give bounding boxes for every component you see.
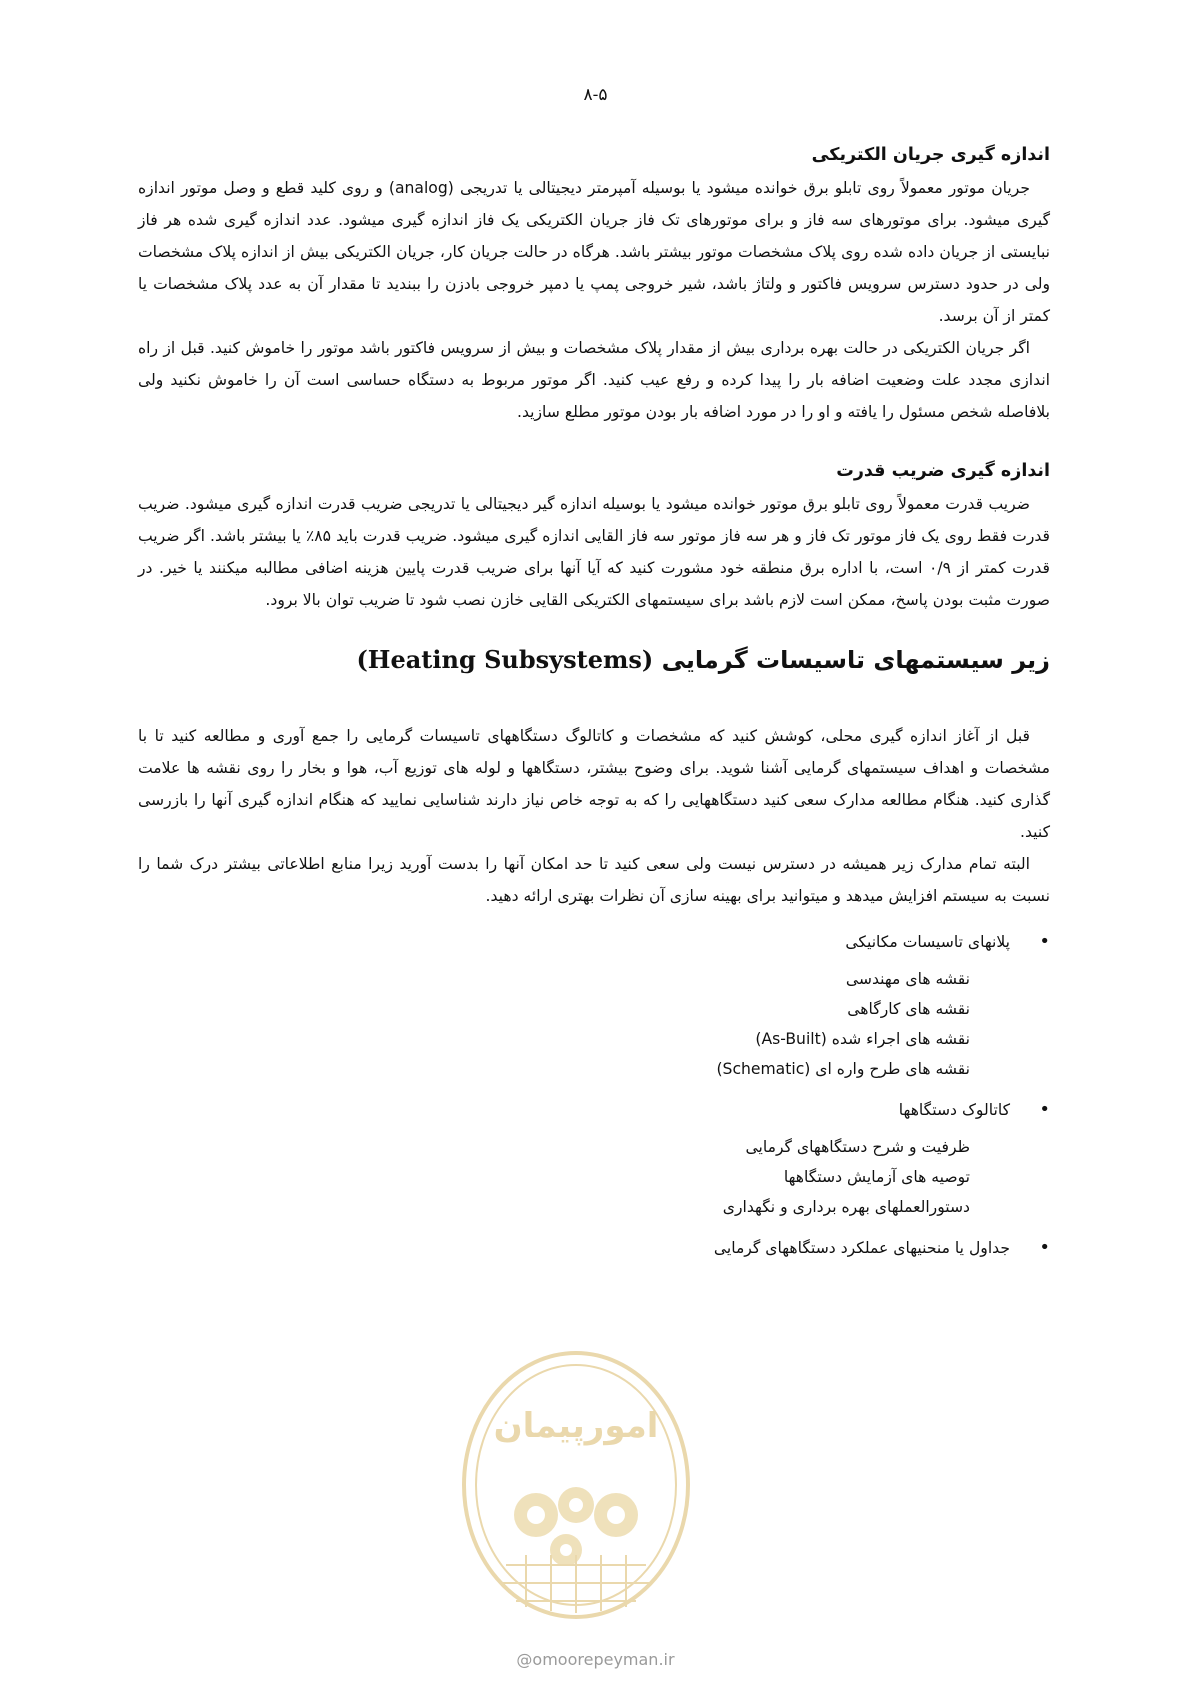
- bullet-icon: •: [1039, 1099, 1050, 1120]
- page-number: ۸-۵: [583, 85, 608, 105]
- heating-title-en: (Heating Subsystems): [356, 645, 654, 674]
- list-item-label: جداول یا منحنیهای عملکرد دستگاههای گرمایی: [713, 1239, 1010, 1257]
- list-item-label: پلانهای تاسیسات مکانیکی: [845, 933, 1010, 951]
- list-item: [138, 926, 1050, 1084]
- sub-list: [138, 1132, 1010, 1222]
- stamp-text: امورپیمان: [493, 1406, 659, 1446]
- paragraph: البته تمام مدارک زیر همیشه در دسترس نیست ولی سعی کنید تا حد امکان آنها را بدست آورید زیرا منابع اطلاعاتی بیشتر درک شما را نسبت به سیستم افزایش میدهد و میتوانید برای بهینه سازی آن نظرات بهتری ارائه دهید.: [138, 855, 1050, 905]
- paragraph: جریان موتور معمولاً روی تابلو برق خوانده میشود یا بوسیله آمپرمتر دیجیتالی یا تدریجی (analog) و روی کلید قطع و وصل موتور اندازه گیری میشود. برای موتورهای سه فاز و برای موتورهای تک فاز جریان الکتریکی یک فاز اندازه گیری میشود. عدد اندازه گیری شده هر فاز نبایستی از جریان داده شده روی پلاک مشخصات موتور بیشتر باشد. هرگاه در حالت جریان کار، جریان الکتریکی بیش از اندازه پلاک مشخصات ولی در حدود دسترس سرویس فاکتور و ولتاژ باشد، شیر خروجی پمپ یا دمپر خروجی بادزن را ببندید تا مقدار آن به عدد پلاک مشخصات یا کمتر از آن برسد.: [138, 179, 1050, 325]
- paragraph: اگر جریان الکتریکی در حالت بهره برداری بیش از مقدار پلاک مشخصات و بیش از سرویس فاکتور باشد موتور را خاموش کنید. قبل از راه اندازی مجدد علت وضعیت اضافه بار را پیدا کرده و رفع عیب کنید. اگر موتور مربوط به دستگاه حساسی است آن را خاموش نکنید ولی بلافاصله شخص مسئول را یافته و او را در مورد اضافه بار بودن موتور مطلع سازید.: [138, 339, 1050, 421]
- sub-list-item: نقشه های طرح واره ای (Schematic): [716, 1060, 970, 1078]
- page-content: [138, 140, 1050, 1272]
- bullet-icon: •: [1039, 931, 1050, 952]
- section-title-heating: [138, 640, 1050, 680]
- list-item: [138, 1232, 1050, 1264]
- sub-list-item: نقشه های اجراء شده (As-Built): [755, 1030, 970, 1048]
- sub-list-item: توصیه های آزمایش دستگاهها: [783, 1168, 970, 1186]
- paragraph: ضریب قدرت معمولاً روی تابلو برق موتور خوانده میشود یا بوسیله اندازه گیر دیجیتالی یا تدریجی ضریب قدرت اندازه گیری میشود. ضریب قدرت فقط روی یک فاز موتور تک فاز و هر سه فاز موتور سه فاز القایی اندازه گیری میشود. ضریب قدرت باید ۸۵٪ یا بیشتر باشد. اگر ضریب قدرت کمتر از ۰/۹ است، با اداره برق منطقه خود مشورت کنید که آیا آنها برای ضریب قدرت پایین هزینه اضافی مطالبه میکنند یا خیر. در صورت مثبت بودن پاسخ، ممکن است لازم باشد برای سیستمهای الکتریکی القایی خازن نصب شود تا ضریب توان بالا برود.: [138, 495, 1050, 609]
- bullet-icon: •: [1039, 1237, 1050, 1258]
- sub-list-item: ظرفیت و شرح دستگاههای گرمایی: [745, 1138, 970, 1156]
- sub-list: [138, 964, 1010, 1084]
- list-item: [138, 1094, 1050, 1222]
- heating-title-fa: زیر سیستمهای تاسیسات گرمایی: [661, 646, 1050, 674]
- sub-list-item: نقشه های مهندسی: [845, 970, 970, 988]
- stamp-logo-icon: [456, 1345, 696, 1625]
- sub-list-item: دستورالعملهای بهره برداری و نگهداری: [722, 1198, 970, 1216]
- section-title-current: اندازه گیری جریان الکتریکی: [811, 145, 1050, 165]
- paragraph: قبل از آغاز اندازه گیری محلی، کوشش کنید که مشخصات و کاتالوگ دستگاههای تاسیسات گرمایی را جمع آوری و مطالعه کنید تا با مشخصات و اهداف سیستمهای گرمایی آشنا شوید. برای وضوح بیشتر، دستگاهها و لوله های توزیع آب، هوا و بخار را روی نقشه ها علامت گذاری کنید. هنگام مطالعه مدارک سعی کنید دستگاههایی را که به توجه خاص نیاز دارند شناسایی نمایید که هنگام اندازه گیری آنها را بازرسی کنید.: [138, 727, 1050, 841]
- documents-list: [138, 926, 1050, 1264]
- watermark-text: @omoorepeyman.ir: [516, 1650, 675, 1669]
- section-title-power-factor: اندازه گیری ضریب قدرت: [836, 461, 1050, 481]
- sub-list-item: نقشه های کارگاهی: [847, 1000, 970, 1018]
- list-item-label: کاتالوک دستگاهها: [898, 1101, 1010, 1119]
